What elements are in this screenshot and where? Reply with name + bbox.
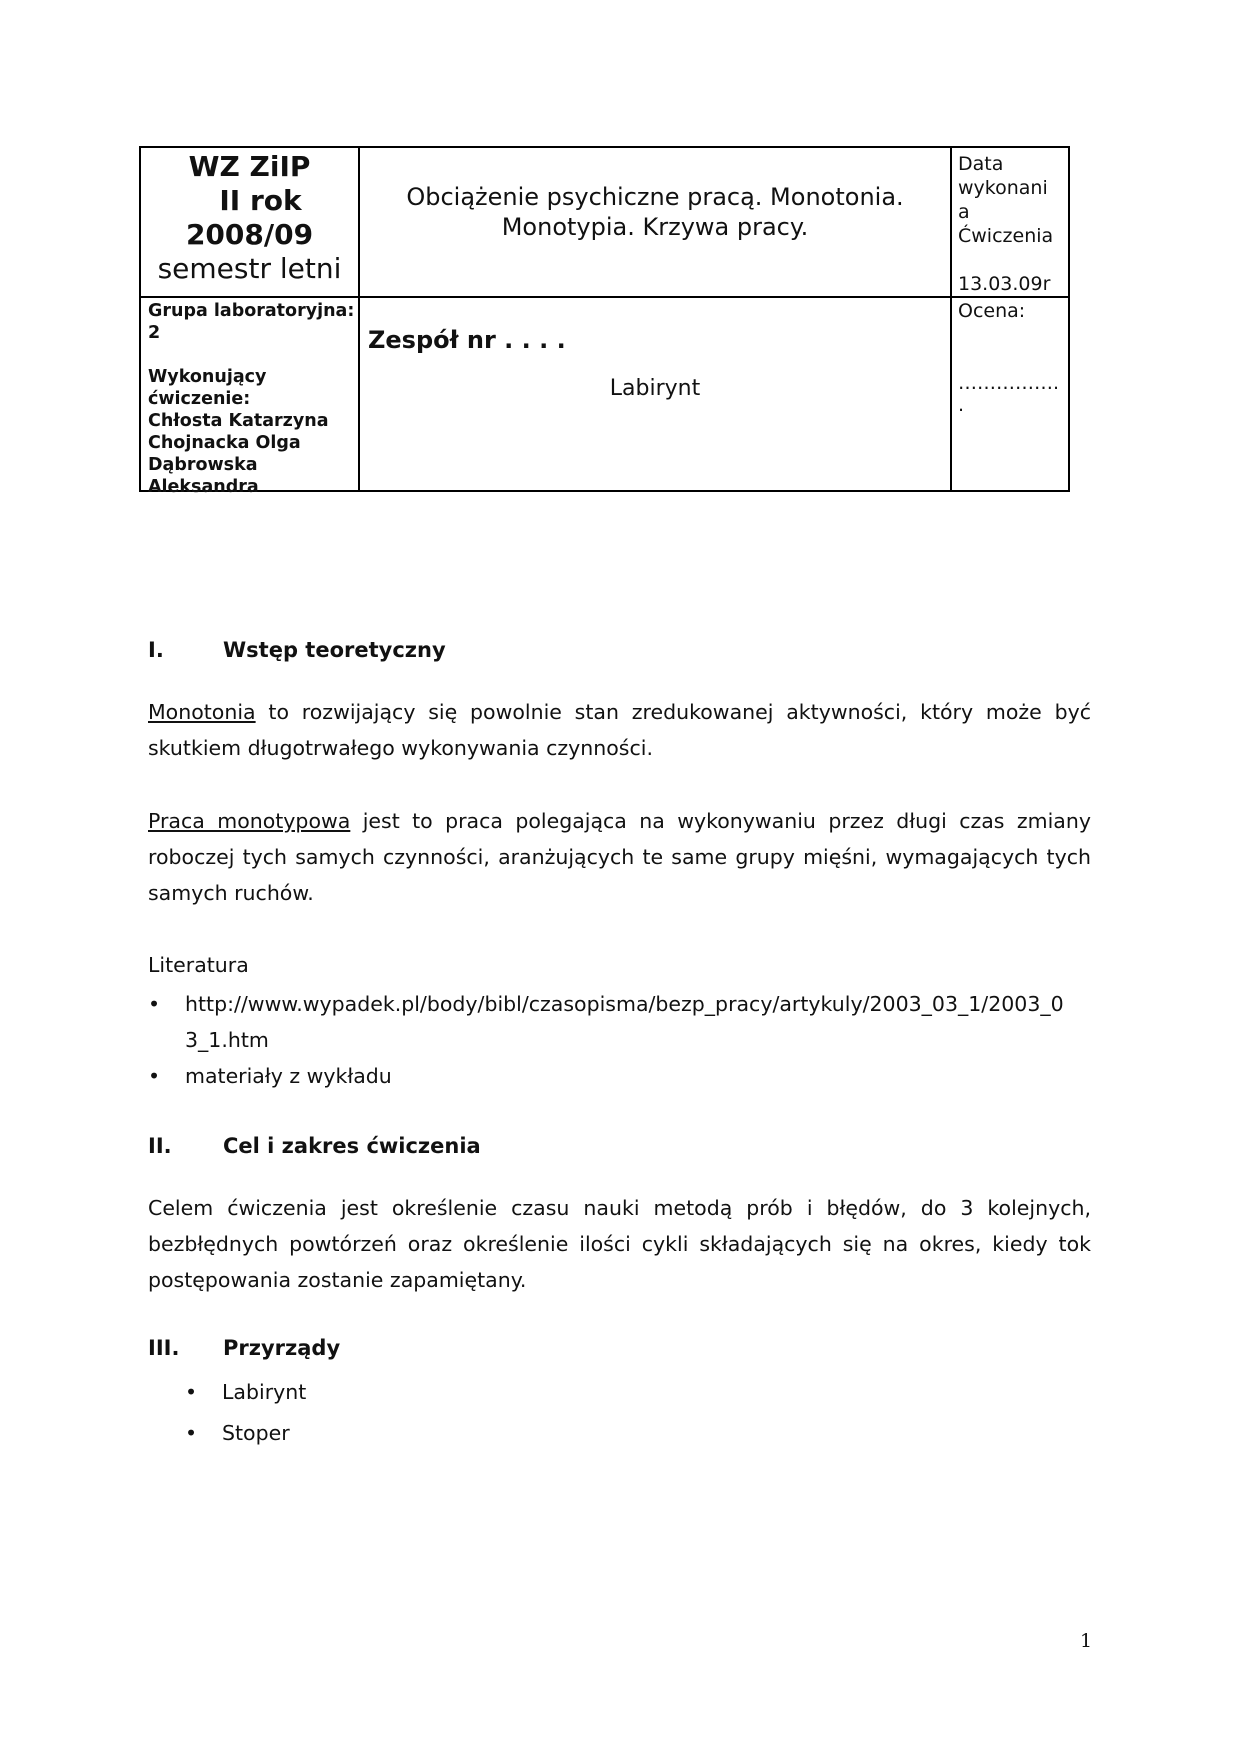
literature-label: Literatura bbox=[148, 953, 249, 977]
term-monotonia: Monotonia bbox=[148, 700, 256, 724]
grade-label: Ocena: bbox=[958, 300, 1026, 322]
equipment-name: Stoper bbox=[222, 1421, 290, 1445]
subject-cell bbox=[360, 148, 950, 296]
bullet-icon: • bbox=[148, 992, 161, 1016]
group-value: 2 bbox=[148, 323, 161, 343]
definition-text: to rozwijający się powolnie stan zredukowanej aktywności, który może być bbox=[255, 700, 1091, 724]
term-praca-monotypowa: Praca monotypowa bbox=[148, 809, 351, 833]
goal-paragraph bbox=[148, 1190, 1091, 1298]
academic-year: 2008/09 bbox=[185, 218, 314, 251]
section-number: I. bbox=[148, 638, 164, 662]
section-number: III. bbox=[148, 1336, 180, 1360]
grade-dots-2: . bbox=[958, 394, 965, 416]
group-label: Grupa laboratoryjna: bbox=[148, 301, 355, 321]
definition-praca-monotypowa bbox=[148, 803, 1091, 911]
course-info-cell bbox=[141, 148, 358, 296]
date-label-4: Ćwiczenia bbox=[958, 225, 1054, 247]
page-number: 1 bbox=[1080, 1630, 1093, 1652]
performer-name: Dąbrowska bbox=[148, 455, 258, 475]
grade-dots-1: ……………. bbox=[958, 372, 1060, 394]
performers-label-1: Wykonujący bbox=[148, 367, 267, 387]
performer-name: Chłosta Katarzyna bbox=[148, 411, 329, 431]
date-label-2: wykonani bbox=[958, 177, 1048, 199]
date-label-3: a bbox=[958, 201, 970, 223]
team-number: Zespół nr . . . . bbox=[368, 326, 566, 354]
definition-monotonia bbox=[148, 694, 1091, 766]
performer-name: Chojnacka Olga bbox=[148, 433, 301, 453]
section-title: Cel i zakres ćwiczenia bbox=[223, 1134, 481, 1158]
header-table bbox=[139, 146, 1070, 497]
goal-text: postępowania zostanie zapamiętany. bbox=[148, 1268, 527, 1292]
semester: semestr letni bbox=[157, 252, 342, 285]
literature-url: http://www.wypadek.pl/body/bibl/czasopisma/bezp_pracy/artykuly/2003_03_1/2003_0 bbox=[185, 992, 1064, 1016]
performers-label-2: ćwiczenie: bbox=[148, 389, 251, 409]
section-title: Przyrządy bbox=[223, 1336, 341, 1360]
date-value: 13.03.09r bbox=[958, 273, 1051, 295]
goal-text: bezbłędnych powtórzeń oraz określenie ilości cykli składających się na okres, kiedy tok bbox=[148, 1232, 1091, 1256]
literature-url-cont: 3_1.htm bbox=[185, 1028, 269, 1052]
grade-placeholder bbox=[958, 372, 1059, 416]
bullet-icon: • bbox=[148, 1064, 161, 1088]
section-title: Wstęp teoretyczny bbox=[223, 638, 446, 662]
course-name: WZ ZiIP bbox=[188, 150, 311, 183]
definition-text: roboczej tych samych czynności, aranżujących te same grupy mięśni, wymagających tych bbox=[148, 845, 1091, 869]
course-year: II rok bbox=[219, 184, 302, 217]
team-cell bbox=[360, 298, 950, 490]
definition-text: skutkiem długotrwałego wykonywania czynności. bbox=[148, 736, 653, 760]
grade-cell bbox=[952, 298, 1068, 490]
subject-line-2: Monotypia. Krzywa pracy. bbox=[501, 213, 809, 241]
section-number: II. bbox=[148, 1134, 172, 1158]
equipment-name: Labirynt bbox=[222, 1380, 307, 1404]
group-cell bbox=[141, 298, 358, 497]
goal-text: Celem ćwiczenia jest określenie czasu nauki metodą prób i błędów, do 3 kolejnych, bbox=[148, 1196, 1091, 1220]
bullet-icon: • bbox=[185, 1380, 198, 1404]
date-label-1: Data bbox=[958, 153, 1004, 175]
definition-text: samych ruchów. bbox=[148, 881, 314, 905]
definition-text: jest to praca polegająca na wykonywaniu przez długi czas zmiany bbox=[350, 809, 1091, 833]
literature-text: materiały z wykładu bbox=[185, 1064, 392, 1088]
exercise-name: Labirynt bbox=[609, 376, 701, 401]
subject-line-1: Obciążenie psychiczne pracą. Monotonia. bbox=[406, 183, 904, 211]
performer-name: Aleksandra bbox=[148, 477, 259, 497]
date-cell bbox=[952, 148, 1068, 296]
bullet-icon: • bbox=[185, 1421, 198, 1445]
